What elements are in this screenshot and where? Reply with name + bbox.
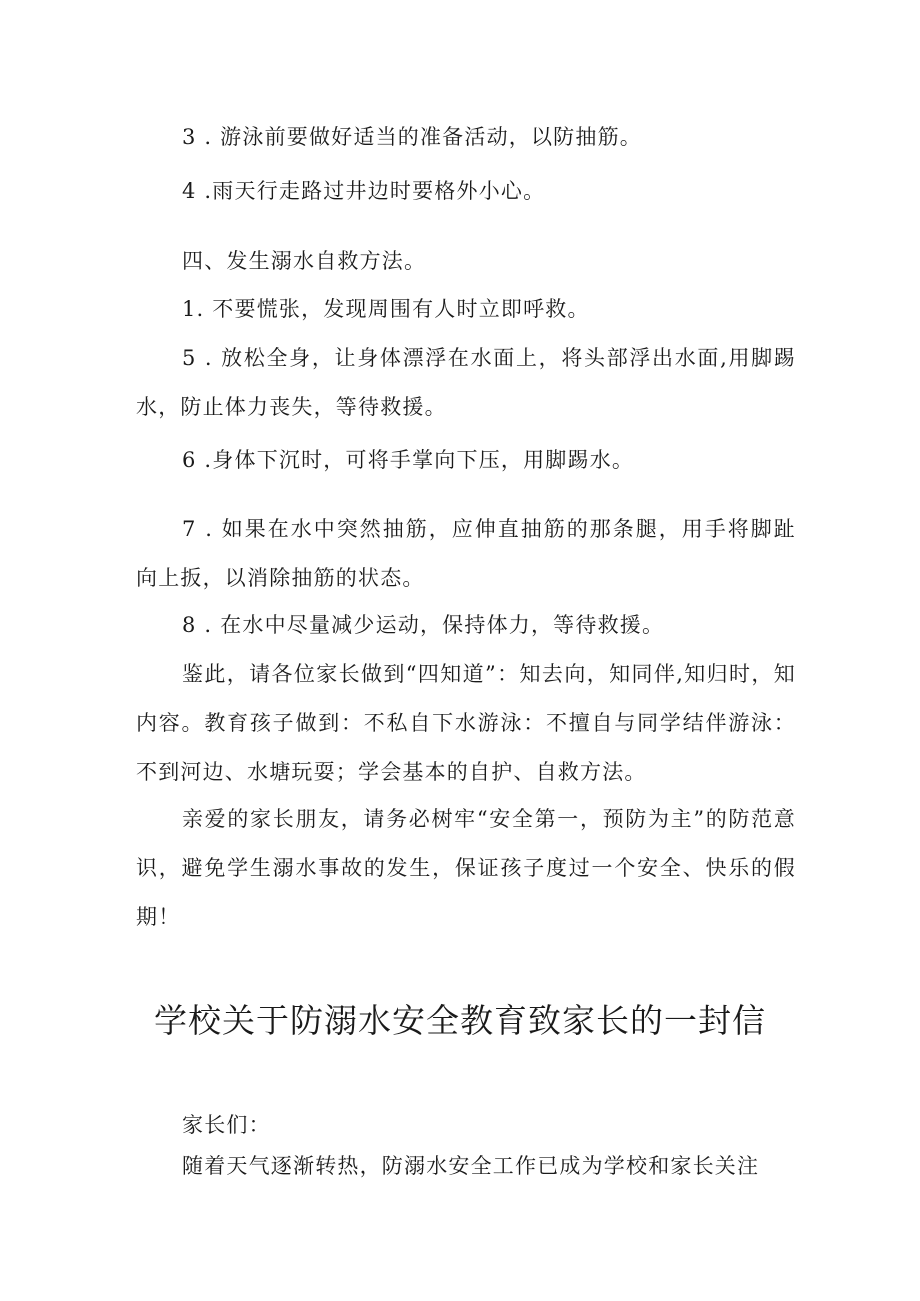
rescue-item-1: 1. 不要慌张，发现周围有人时立即呼救。 <box>182 297 590 321</box>
letter-salutation: 家长们： <box>182 1113 271 1137</box>
letter-title: 学校关于防溺水安全教育致家长的一封信 <box>154 1001 766 1040</box>
section-heading-self-rescue: 四、发生溺水自救方法。 <box>182 249 427 273</box>
closing-paragraph: 亲爱的家长朋友，请务必树牢“安全第一，预防为主”的防范意识，避免学生溺水事故的发生，保证孩子度过一个安全、快乐的假期！ <box>136 807 796 929</box>
safety-item-3: 3 . 游泳前要做好适当的准备活动，以防抽筋。 <box>182 125 642 149</box>
rescue-item-6: 6 .身体下沉时，可将手掌向下压，用脚踢水。 <box>182 448 635 472</box>
parents-duty-paragraph: 鉴此，请各位家长做到“四知道”：知去向，知同伴,知归时，知内容。教育孩子做到：不私自下水游泳：不擅自与同学结伴游泳：不到河边、水塘玩耍；学会基本的自护、自救方法。 <box>136 662 796 784</box>
safety-item-4: 4 .雨天行走路过井边时要格外小心。 <box>182 179 546 203</box>
rescue-item-5: 5 . 放松全身，让身体漂浮在水面上，将头部浮出水面,用脚踢水，防止体力丧失，等待救援。 <box>136 346 796 419</box>
rescue-item-7: 7 . 如果在水中突然抽筋，应伸直抽筋的那条腿，用手将脚趾向上扳，以消除抽筋的状态。 <box>136 517 796 590</box>
rescue-item-8: 8 . 在水中尽量减少运动，保持体力，等待救援。 <box>182 613 665 637</box>
letter-opening-paragraph: 随着天气逐渐转热，防溺水安全工作已成为学校和家长关注 <box>182 1154 760 1178</box>
